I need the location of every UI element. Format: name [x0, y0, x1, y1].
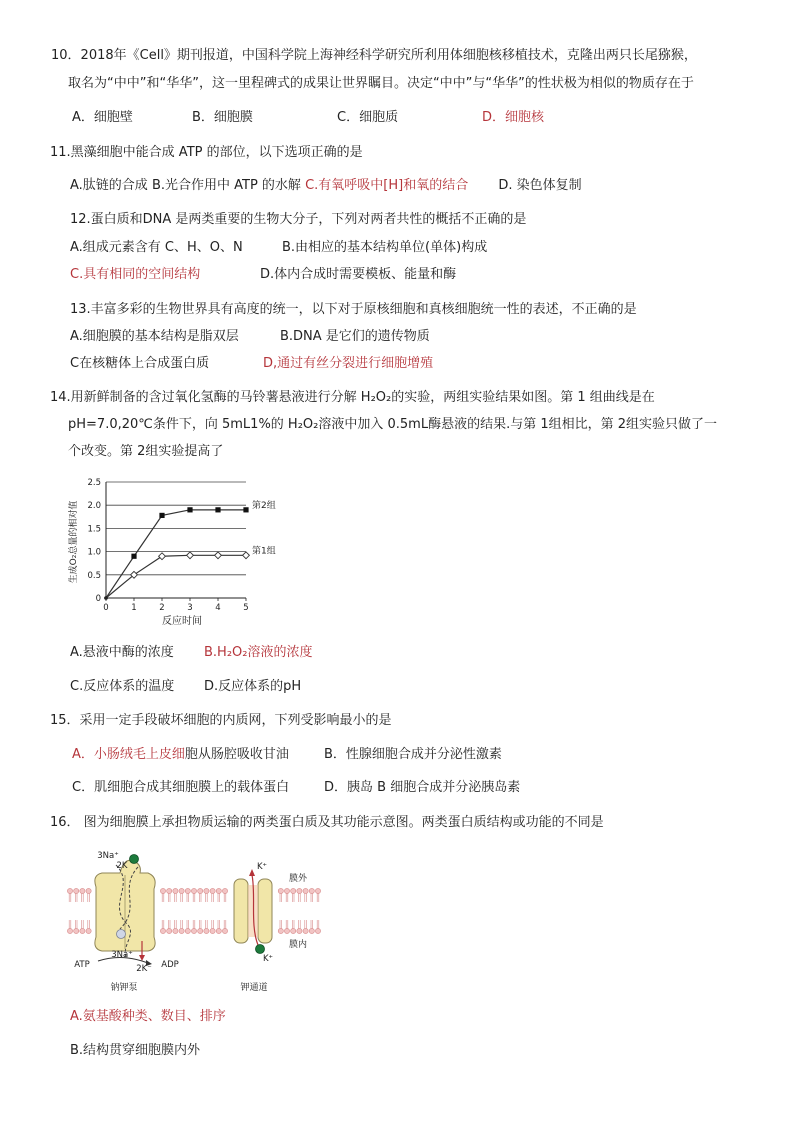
q16-option-b: B.结构贯穿细胞膜内外: [70, 1043, 201, 1058]
phospholipid: [160, 920, 165, 934]
na-top-label: 3Na⁺: [97, 851, 119, 861]
q13-row1: [70, 329, 430, 345]
phospholipid: [210, 920, 215, 934]
q14-option-a: A.悬液中酶的浓度: [70, 645, 174, 660]
q14-stem-line1: 14.用新鲜制备的含过氧化氢酶的马铃薯悬液进行分解 H₂O₂的实验，两组实验结果如图。第 1 组曲线是在: [50, 390, 655, 405]
q15-option-a-rest: 胞从肠腔吸收甘油: [184, 747, 289, 762]
phospholipid: [191, 920, 196, 934]
chart-series-label: 第2组: [252, 500, 276, 511]
q14-row2: [70, 679, 301, 695]
q12-option-c: C.具有相同的空间结构: [70, 267, 201, 282]
q16-option-a: A.氨基酸种类、数目、排序: [70, 1009, 226, 1024]
q14-option-d: D.反应体系的pH: [204, 679, 302, 694]
q13-option-d: D,通过有丝分裂进行细胞增殖: [263, 356, 434, 371]
phospholipid: [67, 920, 72, 934]
q10-option-c: C．细胞质: [337, 110, 399, 125]
q14-row1: [70, 645, 312, 661]
phospholipid: [173, 920, 178, 934]
phospholipid: [297, 920, 302, 934]
phospholipid: [191, 888, 196, 902]
q13-row2: [70, 356, 433, 372]
chart-x-tick-label: 0: [103, 603, 109, 613]
q14-chart: [62, 472, 292, 632]
chart-y-tick-label: 1.0: [87, 547, 101, 558]
phospholipid: [74, 888, 79, 902]
chart-point-origin: [104, 596, 108, 600]
q12-option-b: B.由相应的基本结构单位(单体)构成: [282, 240, 488, 255]
q12-option-d: D.体内合成时需要模板、能量和酶: [260, 267, 457, 282]
chart-y-tick-label: 2.5: [87, 478, 101, 488]
phospholipid: [222, 888, 227, 902]
phospholipid: [160, 888, 165, 902]
q11-option-d: D. 染色体复制: [498, 178, 582, 193]
q15-row1: [72, 747, 502, 763]
chart-point: [215, 552, 222, 559]
q11-option-b: B.光合作用中 ATP 的水解: [151, 178, 301, 193]
phospholipid: [291, 888, 296, 902]
q10-options: [72, 110, 544, 126]
q10-option-b: B．细胞膜: [192, 110, 253, 125]
k-in-label: K⁺: [262, 954, 274, 964]
chart-y-tick-label: 0.5: [87, 570, 101, 581]
potassium-channel: [234, 862, 308, 993]
chart-axes: [106, 482, 246, 601]
chart-x-tick-label: 1: [131, 603, 137, 613]
q12-row2: [70, 267, 456, 283]
q14-stem-line3: 个改变。第 2组实验提高了: [68, 444, 224, 459]
channel-label: 钾通道: [240, 983, 268, 993]
q12-stem: 12.蛋白质和DNA 是两类重要的生物大分子，下列对两者共性的概括不正确的是: [70, 212, 527, 227]
q15-option-c: C．肌细胞合成其细胞膜上的载体蛋白: [72, 780, 290, 795]
phospholipid: [297, 888, 302, 902]
phospholipid: [284, 920, 289, 934]
q15-stem: 15．采用一定手段破坏细胞的内质网，下列受影响最小的是: [50, 713, 392, 728]
q16-membrane-figure: [62, 845, 332, 1000]
adp-label: ADP: [161, 960, 179, 970]
chart-y-tick-label: 2.0: [87, 501, 101, 512]
q10-option-a: A．细胞壁: [72, 110, 133, 125]
phospholipid: [86, 920, 91, 934]
chart-x-tick-label: 4: [215, 603, 221, 613]
phospholipid: [216, 920, 221, 934]
q11-options: [70, 178, 582, 194]
phospholipid: [216, 888, 221, 902]
chart-point: [187, 507, 192, 512]
phospholipid: [179, 920, 184, 934]
phospholipid: [185, 888, 190, 902]
chart-point: [215, 507, 220, 512]
q14-option-c: C.反应体系的温度: [70, 679, 175, 694]
q12-row1: [70, 240, 487, 256]
q10-option-d: D．细胞核: [482, 110, 545, 125]
phospholipid: [173, 888, 178, 902]
phospholipid: [303, 920, 308, 934]
phospholipid: [167, 920, 172, 934]
q10-stem-line2: 取名为“中中”和“华华”，这一里程碑式的成果让世界瞩目。决定“中中”与“华华”的性状极为相似的物质存在于: [68, 76, 694, 91]
chart-y-tick-label: 1.5: [87, 524, 101, 535]
chart-series-label: 第1组: [252, 546, 276, 557]
phospholipid: [179, 888, 184, 902]
chart-x-tick-label: 2: [159, 603, 165, 613]
sodium-potassium-pump: [74, 851, 178, 993]
q16-stem: 16． 图为细胞膜上承担物质运输的两类蛋白质及其功能示意图。两类蛋白质结构或功能的不同是: [50, 815, 604, 830]
phospholipid: [309, 920, 314, 934]
k-top-label: 2K: [116, 861, 128, 871]
chart-y-axis-label: 生成O₂总量的相对值: [69, 500, 79, 584]
phospholipid: [80, 920, 85, 934]
k-out-label: K⁺: [256, 862, 268, 872]
q13-option-c: C在核糖体上合成蛋白质: [70, 356, 210, 371]
phospholipid: [198, 920, 203, 934]
phospholipid: [185, 920, 190, 934]
phospholipid: [303, 888, 308, 902]
phospholipid: [67, 888, 72, 902]
atp-label: ATP: [74, 960, 90, 970]
phospholipid: [204, 888, 209, 902]
phospholipid: [278, 920, 283, 934]
membrane-inside-label: 膜内: [288, 940, 308, 950]
q12-option-a: A.组成元素含有 C、H、O、N: [70, 240, 243, 255]
chart-series-line: [106, 510, 246, 598]
q15-option-a-highlight: A．小肠绒毛上皮细: [72, 747, 185, 762]
q11-stem: 11.黑藻细胞中能合成 ATP 的部位，以下选项正确的是: [50, 145, 363, 160]
q15-option-d: D．胰岛 B 细胞合成并分泌胰岛素: [324, 780, 521, 795]
chart-x-tick-label: 3: [187, 603, 193, 613]
q13-option-a: A.细胞膜的基本结构是脂双层: [70, 329, 239, 344]
k-bottom-label: 2K⁻: [136, 964, 152, 974]
q14-stem-line2: pH=7.0,20℃条件下，向 5mL1%的 H₂O₂溶液中加入 0.5mL酶悬液的结果.与第 1组相比，第 2组实验只做了一: [68, 417, 718, 432]
chart-point: [159, 513, 164, 518]
q15-option-b: B．性腺细胞合成并分泌性激素: [324, 747, 502, 762]
chart-point: [243, 507, 248, 512]
q14-option-b: B.H₂O₂溶液的浓度: [204, 645, 313, 660]
phospholipid: [210, 888, 215, 902]
chart-x-tick-label: 5: [243, 603, 249, 613]
chart-series-line: [106, 555, 246, 598]
na-bottom-label: 3Na⁺: [111, 950, 133, 960]
phospholipid: [86, 888, 91, 902]
membrane-outside-label: 膜外: [288, 874, 308, 884]
phospholipid: [278, 888, 283, 902]
phospholipid: [284, 888, 289, 902]
phospholipid: [315, 920, 320, 934]
phospholipid: [198, 888, 203, 902]
phospholipid: [309, 888, 314, 902]
chart-point: [159, 553, 166, 560]
q15-row2: [72, 780, 520, 796]
q10-stem-line1: 10．2018年《Cell》期刊报道，中国科学院上海神经科学研究所利用体细胞核移植技术，克隆出两只长尾猕猴，: [51, 48, 697, 63]
chart-point: [187, 552, 194, 559]
chart-y-tick-label: 0: [95, 594, 101, 604]
chart-point: [131, 554, 136, 559]
phospholipid: [167, 888, 172, 902]
phospholipid: [80, 888, 85, 902]
phospholipid: [204, 920, 209, 934]
phospholipid: [315, 888, 320, 902]
q13-stem: 13.丰富多彩的生物世界具有高度的统一，以下对于原核细胞和真核细胞统一性的表述，不正确的是: [70, 302, 637, 317]
phospholipid: [222, 920, 227, 934]
chart-x-axis-label: 反应时间: [162, 616, 202, 627]
chart-grid: [106, 482, 246, 575]
chart-point: [243, 552, 250, 559]
q11-option-c: C.有氧呼吸中[H]和氧的结合: [305, 178, 469, 193]
q11-option-a: A.肽链的合成: [70, 178, 148, 193]
pump-label: 钠钾泵: [110, 983, 138, 993]
q13-option-b: B.DNA 是它们的遗传物质: [280, 329, 430, 344]
chart-series: [104, 499, 276, 600]
phospholipid: [74, 920, 79, 934]
phospholipid: [291, 920, 296, 934]
